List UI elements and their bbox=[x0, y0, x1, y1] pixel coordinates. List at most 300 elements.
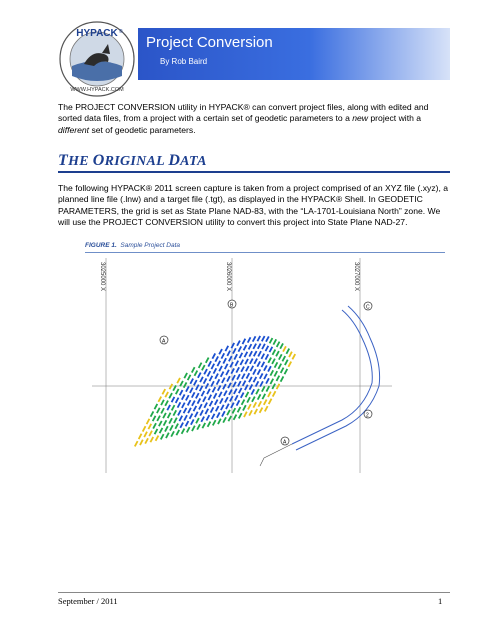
sounding-mark bbox=[263, 373, 267, 379]
sounding-mark bbox=[208, 361, 212, 367]
sounding-mark bbox=[183, 382, 187, 388]
sounding-mark bbox=[234, 395, 238, 401]
sounding-mark bbox=[191, 400, 195, 406]
sounding-mark bbox=[193, 406, 197, 412]
sounding-mark bbox=[169, 425, 173, 431]
sounding-mark bbox=[208, 394, 212, 400]
sounding-mark bbox=[249, 351, 253, 357]
sounding-mark bbox=[278, 354, 282, 360]
sounding-mark bbox=[272, 391, 276, 397]
intro-text-c: set of geodetic parameters. bbox=[89, 124, 196, 135]
sounding-mark bbox=[254, 409, 258, 415]
sounding-mark bbox=[181, 402, 185, 408]
sounding-mark bbox=[235, 360, 239, 366]
sounding-mark bbox=[288, 351, 292, 357]
sounding-mark bbox=[176, 378, 180, 384]
sounding-mark bbox=[252, 336, 256, 342]
sounding-mark bbox=[158, 396, 162, 402]
planned-line bbox=[296, 306, 380, 450]
heading-part-3: ATA bbox=[180, 154, 207, 169]
sounding-mark bbox=[261, 343, 265, 349]
sounding-mark bbox=[202, 396, 206, 402]
sounding-mark bbox=[225, 345, 229, 351]
sounding-mark bbox=[233, 414, 237, 420]
sounding-mark bbox=[240, 359, 244, 365]
sounding-mark bbox=[232, 381, 236, 387]
logo-url-text: WWW.HYPACK.COM bbox=[70, 87, 124, 93]
sounding-mark bbox=[215, 406, 219, 412]
sounding-mark bbox=[270, 370, 274, 376]
sounding-mark bbox=[211, 413, 215, 419]
sounding-mark bbox=[247, 404, 251, 410]
sounding-mark bbox=[249, 384, 253, 390]
sounding-mark bbox=[218, 366, 222, 372]
sounding-mark bbox=[225, 369, 229, 375]
sounding-mark bbox=[196, 424, 200, 430]
sounding-mark bbox=[210, 407, 214, 413]
sounding-mark bbox=[240, 392, 244, 398]
sounding-mark bbox=[181, 428, 185, 434]
body-paragraph: The following HYPACK® 2011 screen capture is taken from a project comprised of an XYZ file (.xyz), a planned line file (.lnw) and a target file (.tgt), as displayed in the HYPACK® Shell. In GEODETIC PARAMETERS, the grid is set as State Plane NAD-83, with the “LA-1701-Louisiana North” zone. We will use the PROJECT CONVERSION utility to convert this project into State Plane NAD-27. bbox=[58, 183, 449, 227]
heading-part-1: HE bbox=[68, 154, 93, 169]
sounding-mark bbox=[231, 368, 235, 374]
sounding-mark bbox=[193, 380, 197, 386]
sounding-mark bbox=[138, 433, 142, 439]
sounding-mark bbox=[190, 378, 194, 384]
sounding-mark bbox=[179, 390, 183, 396]
sounding-mark bbox=[242, 380, 246, 386]
sounding-mark bbox=[276, 341, 280, 347]
sounding-mark bbox=[232, 348, 236, 354]
logo-brand-text: HYPACK bbox=[76, 28, 118, 39]
sounding-mark bbox=[292, 354, 296, 360]
sounding-mark bbox=[197, 398, 201, 404]
sounding-mark bbox=[212, 353, 216, 359]
sounding-mark bbox=[234, 354, 238, 360]
author-byline: By Rob Baird bbox=[160, 57, 208, 66]
sounding-mark bbox=[199, 385, 203, 391]
sounding-mark bbox=[246, 373, 250, 379]
sounding-mark bbox=[139, 439, 143, 445]
sounding-mark bbox=[187, 407, 191, 413]
sounding-mark bbox=[224, 397, 228, 403]
sounding-mark bbox=[190, 419, 194, 425]
sounding-mark bbox=[218, 391, 222, 397]
sounding-mark bbox=[278, 363, 282, 369]
sounding-mark bbox=[185, 421, 189, 427]
sounding-mark bbox=[168, 418, 172, 424]
sounding-mark bbox=[253, 351, 257, 357]
sounding-mark bbox=[266, 386, 270, 392]
sounding-mark bbox=[273, 339, 277, 345]
sounding-mark bbox=[158, 421, 162, 427]
intro-text-a: The PROJECT CONVERSION utility in HYPACK® can convert project files, along with edited and sorted data files, from a project with a certain set of geodetic parameters to a bbox=[58, 102, 429, 124]
sounding-mark bbox=[253, 402, 257, 408]
sounding-mark bbox=[175, 423, 179, 429]
sounding-mark bbox=[270, 378, 274, 384]
sounding-mark bbox=[279, 343, 283, 349]
footer-divider bbox=[58, 592, 450, 593]
sounding-mark bbox=[226, 376, 230, 382]
sounding-mark bbox=[261, 386, 265, 392]
sounding-mark bbox=[251, 396, 255, 402]
sounding-mark bbox=[171, 405, 175, 411]
sounding-mark bbox=[162, 389, 166, 395]
sounding-mark bbox=[152, 423, 156, 429]
sounding-mark bbox=[263, 365, 267, 371]
sounding-mark bbox=[201, 391, 205, 397]
sounding-mark bbox=[201, 365, 205, 371]
target-label: A bbox=[283, 439, 287, 446]
figure-label: FIGURE 1. bbox=[85, 242, 117, 249]
target-label: A bbox=[162, 338, 166, 345]
sounding-mark bbox=[204, 402, 208, 408]
sounding-mark bbox=[170, 431, 174, 437]
sounding-mark bbox=[275, 351, 279, 357]
sounding-mark bbox=[263, 399, 267, 405]
sounding-mark bbox=[272, 383, 276, 389]
sounding-mark bbox=[237, 407, 241, 413]
sounding-mark bbox=[168, 393, 172, 399]
sounding-mark bbox=[280, 376, 284, 382]
sounding-mark bbox=[229, 362, 233, 368]
sounding-mark bbox=[169, 384, 173, 390]
sounding-mark bbox=[226, 410, 230, 416]
sounding-mark bbox=[152, 415, 156, 421]
sounding-mark bbox=[259, 373, 263, 379]
sounding-mark bbox=[265, 336, 269, 342]
sounding-mark bbox=[219, 398, 223, 404]
sounding-mark bbox=[146, 418, 150, 424]
sounding-mark bbox=[255, 389, 259, 395]
grid-label: 3026000 X bbox=[225, 262, 231, 292]
sounding-mark bbox=[163, 420, 167, 426]
grid-label: 3025000 X bbox=[99, 262, 105, 292]
sounding-mark bbox=[244, 351, 248, 357]
sounding-mark bbox=[280, 367, 284, 373]
sounding-mark bbox=[187, 374, 191, 380]
sounding-mark bbox=[191, 392, 195, 398]
sounding-mark bbox=[276, 375, 280, 381]
sounding-mark bbox=[274, 371, 278, 377]
sounding-mark bbox=[142, 426, 146, 432]
sounding-mark bbox=[177, 402, 181, 408]
sounding-mark bbox=[267, 391, 271, 397]
sounding-mark bbox=[183, 415, 187, 421]
page-number: 1 bbox=[438, 596, 443, 606]
sounding-mark bbox=[233, 388, 237, 394]
grid-label: 3027000 X bbox=[353, 262, 359, 292]
sounding-mark bbox=[244, 384, 248, 390]
sounding-mark bbox=[250, 365, 254, 371]
sounding-mark bbox=[243, 345, 247, 351]
sounding-mark bbox=[191, 425, 195, 431]
sounding-mark bbox=[202, 423, 206, 429]
sounding-mark bbox=[144, 438, 148, 444]
planned-line-end bbox=[260, 444, 292, 466]
sounding-mark bbox=[259, 407, 263, 413]
sounding-mark bbox=[164, 426, 168, 432]
sounding-mark bbox=[257, 343, 261, 349]
sounding-mark bbox=[257, 351, 261, 357]
sounding-mark bbox=[288, 361, 292, 367]
sounding-mark bbox=[165, 432, 169, 438]
sounding-mark bbox=[216, 412, 220, 418]
sounding-mark bbox=[261, 361, 265, 367]
target-label: C bbox=[366, 304, 370, 311]
sounding-mark bbox=[198, 362, 202, 368]
sounding-mark bbox=[257, 394, 261, 400]
figure-divider bbox=[85, 252, 445, 253]
sounding-mark bbox=[211, 363, 215, 369]
sounding-mark bbox=[267, 366, 271, 372]
sounding-mark bbox=[180, 422, 184, 428]
intro-text-b: project with a bbox=[368, 113, 422, 124]
heading-cap-2: O bbox=[92, 152, 105, 169]
sounding-mark bbox=[160, 399, 164, 405]
sounding-mark bbox=[212, 420, 216, 426]
sounding-mark bbox=[154, 404, 158, 410]
sounding-mark bbox=[254, 358, 258, 364]
logo-registered-mark: ® bbox=[119, 29, 123, 35]
sounding-mark bbox=[223, 358, 227, 364]
sounding-mark bbox=[189, 387, 193, 393]
sounding-mark bbox=[181, 394, 185, 400]
sounding-mark bbox=[236, 400, 240, 406]
sounding-mark bbox=[238, 346, 242, 352]
sounding-mark bbox=[160, 434, 164, 440]
sounding-mark bbox=[155, 435, 159, 441]
sounding-mark bbox=[230, 402, 234, 408]
sounding-mark bbox=[191, 367, 195, 373]
sounding-mark bbox=[269, 346, 273, 352]
title-banner bbox=[138, 28, 450, 80]
target-marker bbox=[281, 437, 289, 446]
sounding-mark bbox=[241, 399, 245, 405]
sounding-mark bbox=[223, 390, 227, 396]
sounding-mark bbox=[213, 393, 217, 399]
sounding-mark bbox=[221, 353, 225, 359]
section-divider bbox=[58, 171, 450, 173]
sounding-mark bbox=[242, 338, 246, 344]
sounding-mark bbox=[185, 395, 189, 401]
sounding-mark bbox=[247, 337, 251, 343]
sounding-mark bbox=[225, 403, 229, 409]
sounding-mark bbox=[212, 387, 216, 393]
sounding-mark bbox=[282, 356, 286, 362]
sounding-mark bbox=[194, 370, 198, 376]
sounding-mark bbox=[284, 359, 288, 365]
sounding-mark bbox=[224, 363, 228, 369]
sounding-mark bbox=[220, 371, 224, 377]
sounding-mark bbox=[175, 397, 179, 403]
sounding-mark bbox=[165, 392, 169, 398]
sounding-mark bbox=[222, 417, 226, 423]
sounding-mark bbox=[206, 415, 210, 421]
sounding-mark bbox=[284, 369, 288, 375]
sounding-mark bbox=[217, 360, 221, 366]
sounding-mark bbox=[236, 340, 240, 346]
sounding-mark bbox=[156, 407, 160, 413]
sample-project-figure bbox=[92, 258, 392, 473]
sounding-mark bbox=[216, 379, 220, 385]
heading-cap-1: T bbox=[58, 152, 69, 169]
sounding-mark bbox=[185, 386, 189, 392]
sounding-mark bbox=[253, 343, 257, 349]
footer-date: September / 2011 bbox=[58, 596, 118, 606]
sounding-mark bbox=[238, 413, 242, 419]
sounding-mark bbox=[268, 398, 272, 404]
sounding-mark bbox=[229, 396, 233, 402]
sounding-mark bbox=[262, 393, 266, 399]
sounding-mark bbox=[249, 358, 253, 364]
sounding-mark bbox=[199, 410, 203, 416]
sounding-mark bbox=[197, 372, 201, 378]
sounding-mark bbox=[240, 366, 244, 372]
sounding-mark bbox=[209, 401, 213, 407]
sounding-mark bbox=[201, 416, 205, 422]
sounding-mark bbox=[195, 384, 199, 390]
sounding-mark bbox=[264, 406, 268, 412]
sounding-mark bbox=[218, 349, 222, 355]
sounding-mark bbox=[150, 437, 154, 443]
sounding-mark bbox=[258, 401, 262, 407]
sounding-mark bbox=[271, 358, 275, 364]
sounding-mark bbox=[236, 374, 240, 380]
target-marker bbox=[364, 410, 372, 419]
sounding-mark bbox=[246, 397, 250, 403]
sounding-mark bbox=[184, 373, 188, 379]
sounding-mark bbox=[209, 375, 213, 381]
sounding-mark bbox=[245, 392, 249, 398]
sounding-mark bbox=[134, 441, 138, 447]
sounding-mark bbox=[175, 389, 179, 395]
sounding-mark bbox=[236, 367, 240, 373]
sounding-mark bbox=[150, 411, 154, 417]
sounding-mark bbox=[186, 427, 190, 433]
sounding-mark bbox=[198, 404, 202, 410]
sounding-mark bbox=[221, 377, 225, 383]
sounding-mark bbox=[257, 361, 261, 367]
sounding-mark bbox=[272, 349, 276, 355]
sounding-mark bbox=[179, 381, 183, 387]
sounding-mark bbox=[221, 411, 225, 417]
sounding-mark bbox=[257, 369, 261, 375]
sounding-mark bbox=[195, 418, 199, 424]
sounding-mark bbox=[183, 408, 187, 414]
hypack-logo bbox=[58, 20, 136, 98]
sounding-mark bbox=[179, 415, 183, 421]
sounding-mark bbox=[243, 411, 247, 417]
sounding-mark bbox=[167, 412, 171, 418]
target-label: 2 bbox=[366, 412, 369, 419]
sounding-mark bbox=[261, 353, 265, 359]
sounding-mark bbox=[257, 336, 261, 342]
sounding-mark bbox=[205, 357, 209, 363]
target-label: B bbox=[230, 302, 234, 309]
sounding-mark bbox=[265, 354, 269, 360]
sounding-mark bbox=[215, 356, 219, 362]
sounding-mark bbox=[232, 408, 236, 414]
sounding-mark bbox=[154, 429, 158, 435]
sounding-mark bbox=[241, 373, 245, 379]
sounding-mark bbox=[205, 408, 209, 414]
sounding-mark bbox=[252, 369, 256, 375]
target-marker bbox=[160, 336, 168, 345]
sounding-mark bbox=[251, 389, 255, 395]
sounding-mark bbox=[238, 388, 242, 394]
intro-paragraph bbox=[58, 102, 450, 136]
sounding-mark bbox=[176, 430, 180, 436]
sounding-mark bbox=[203, 378, 207, 384]
sounding-mark bbox=[162, 413, 166, 419]
sounding-mark bbox=[177, 410, 181, 416]
sounding-mark bbox=[248, 410, 252, 416]
section-heading bbox=[58, 152, 207, 170]
sounding-mark bbox=[173, 410, 177, 416]
sounding-mark bbox=[274, 362, 278, 368]
sounding-mark bbox=[244, 359, 248, 365]
sounding-mark bbox=[214, 399, 218, 405]
sounding-mark bbox=[282, 346, 286, 352]
sounding-mark bbox=[265, 345, 269, 351]
sounding-mark bbox=[173, 417, 177, 423]
sounding-mark bbox=[286, 348, 290, 354]
sounding-mark bbox=[220, 404, 224, 410]
sounding-mark bbox=[171, 397, 175, 403]
sounding-mark bbox=[217, 418, 221, 424]
target-marker bbox=[228, 300, 236, 309]
sounding-mark bbox=[227, 382, 231, 388]
figure-caption-text: Sample Project Data bbox=[120, 242, 181, 249]
sounding-mark bbox=[214, 373, 218, 379]
figure-caption bbox=[85, 242, 180, 249]
sounding-mark bbox=[143, 431, 147, 437]
sounding-mark bbox=[167, 405, 171, 411]
sounding-mark bbox=[159, 428, 163, 434]
sounding-mark bbox=[227, 350, 231, 356]
sounding-mark bbox=[242, 405, 246, 411]
sounding-mark bbox=[213, 368, 217, 374]
sounding-mark bbox=[248, 344, 252, 350]
sounding-mark bbox=[268, 357, 272, 363]
sounding-mark bbox=[253, 377, 257, 383]
page-title: Project Conversion bbox=[146, 34, 273, 51]
sounding-mark bbox=[265, 378, 269, 384]
sounding-mark bbox=[222, 384, 226, 390]
sounding-mark bbox=[269, 338, 273, 344]
heading-part-2: RIGINAL bbox=[104, 154, 169, 169]
sounding-mark bbox=[148, 423, 152, 429]
heading-cap-3: D bbox=[168, 152, 181, 169]
sounding-mark bbox=[261, 336, 265, 342]
sounding-mark bbox=[187, 400, 191, 406]
sounding-mark bbox=[160, 408, 164, 414]
sounding-mark bbox=[164, 400, 168, 406]
sounding-mark bbox=[207, 421, 211, 427]
sounding-mark bbox=[195, 393, 199, 399]
sounding-mark bbox=[189, 413, 193, 419]
sounding-data bbox=[134, 336, 296, 447]
intro-emphasis-new: new bbox=[352, 113, 369, 124]
sounding-mark bbox=[206, 388, 210, 394]
sounding-mark bbox=[231, 343, 235, 349]
sounding-mark bbox=[194, 411, 198, 417]
sounding-mark bbox=[207, 371, 211, 377]
sounding-mark bbox=[248, 377, 252, 383]
intro-emphasis-different: different bbox=[58, 124, 90, 135]
sounding-mark bbox=[245, 366, 249, 372]
